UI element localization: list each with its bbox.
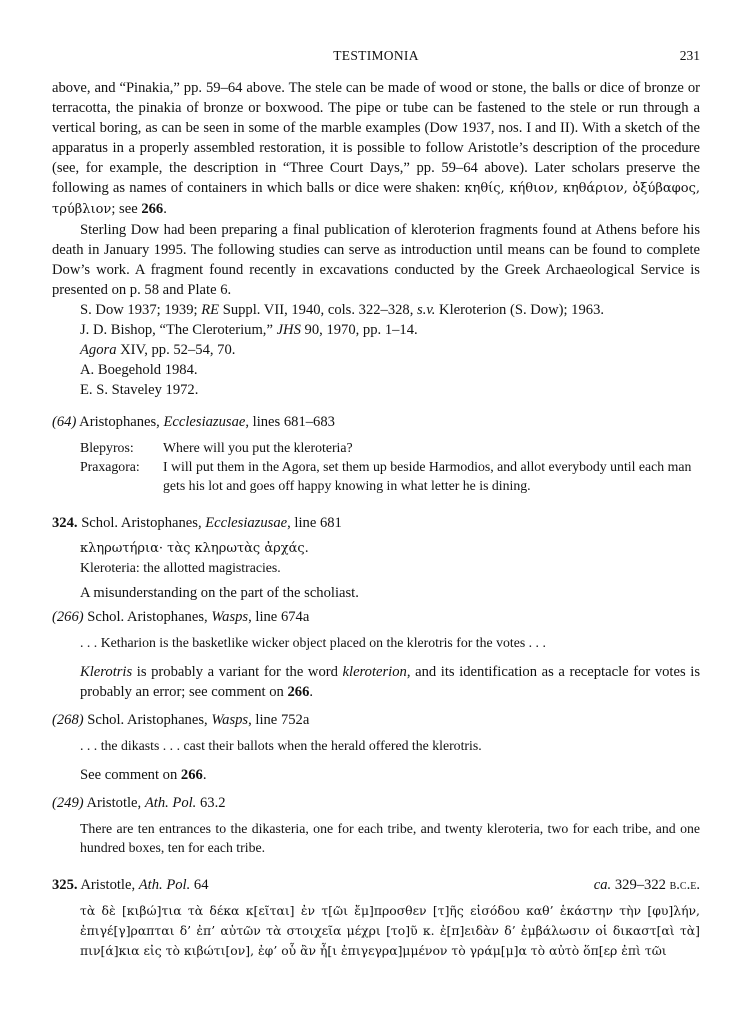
translation: There are ten entrances to the dikasteria, one for each tribe, and twenty kleroteria, two for each tribe, and one hundred boxes, ten for each tribe.	[80, 821, 700, 855]
bibliography-entry: A. Boegehold 1984.	[80, 362, 198, 378]
cross-reference: 266	[141, 201, 164, 217]
testimonium-324-heading: 324. Schol. Aristophanes, Ecclesiazusae, line 681	[52, 515, 342, 531]
page-number: 231	[679, 48, 700, 63]
greek-container-names: κηθίς, κήθιον, κηθάριον, ὀξύβαφος, τρύβλιον	[52, 181, 700, 217]
testimonium-325-heading: 325. Aristotle, Ath. Pol. 64 ca. 329–322 b.c.e.	[52, 877, 700, 893]
greek-text: κληρωτήρια· τὰς κληρωτὰς ἀρχάς.	[80, 541, 309, 556]
testimonium-266-heading: (266) Schol. Aristophanes, Wasps, line 674a	[52, 609, 310, 625]
speaker-name: Blepyros:	[80, 440, 134, 455]
translation: Kleroteria: the allotted magistracies.	[80, 560, 281, 575]
quotation: . . . Ketharion is the basketlike wicker object placed on the klerotris for the votes . . .	[80, 635, 546, 650]
dialogue	[52, 438, 700, 495]
running-header	[52, 46, 700, 66]
bibliography-entry: Agora XIV, pp. 52–54, 70.	[80, 342, 236, 358]
commentary: See comment on 266.	[80, 767, 207, 783]
quotation: . . . the dikasts . . . cast their ballots when the herald offered the klerotris.	[80, 738, 482, 753]
running-title: TESTIMONIA	[333, 48, 419, 63]
intro-paragraph-2: Sterling Dow had been preparing a final publication of kleroterion fragments found at Athens before his death in January 1995. The following studies can serve as introduction until means can be found to complete Dow’s work. A fragment found recently in excavations conducted by the Greek Archaeological Service is presented on p. 58 and Plate 6.	[52, 222, 700, 298]
speaker-line: I will put them in the Agora, set them up beside Harmodios, and allot everybody until each man gets his lot and goes off happy knowing in what letter he is dining.	[163, 459, 692, 493]
page-body	[52, 78, 700, 961]
speaker-line: Where will you put the kleroteria?	[163, 440, 353, 455]
intro-paragraph-1: above, and “Pinakia,” pp. 59–64 above. The stele can be made of wood or stone, the balls or dice of bronze or terracotta, the pinakia of bronze or boxwood. The pipe or tube can be fastened to the stele or run through a vertical boring, as can be seen in some of the marble examples (Dow 1937, nos. I and II). With a sketch of the apparatus in a properly assembled restoration, it is possible to follow Aristotle’s description of the procedure (see, for example, the description in “Three Court Days,” pp. 59–64 above). Later scholars preserve the following as names of containers in which balls or dice were shaken: κηθίς, κήθιον, κηθάριον, ὀξύβαφος, τρύβλιον; see 266.	[52, 80, 700, 217]
testimonium-64-heading: (64) Aristophanes, Ecclesiazusae, lines 681–683	[52, 414, 335, 430]
commentary: A misunderstanding on the part of the scholiast.	[80, 585, 359, 601]
testimonium-268-heading: (268) Schol. Aristophanes, Wasps, line 752a	[52, 712, 310, 728]
greek-text: τὰ δὲ [κιβώ]τια τὰ δέκα κ[εῖται] ἐν τ[ῶι ἔμ]προσθεν [τ]ῆς εἰσόδου καθ’ ἑκάστην τὴν [φυ]λήν, ἐπιγέ[γ]ραπται δ’ ἐπ’ αὐτῶν τὰ στοιχεῖα μέχρι [το]ῦ κ. ἐ[π]ειδὰν δ’ ἐμβάλωσιν οἱ δικαστ[αὶ τὰ] πιν[ά]κια εἰς τὸ κιβώτι[ον], ἐφ’ οὗ ἂν ἦ[ι ἐπιγεγρα]μμένον τὸ γράμ[μ]α τὸ αὐτὸ ὅπ[ερ ἐπὶ τῶι	[80, 903, 700, 958]
testimonium-324-text	[52, 539, 700, 577]
bibliography-entry: E. S. Staveley 1972.	[80, 382, 199, 398]
speaker-name: Praxagora:	[80, 459, 140, 474]
commentary: Klerotris is probably a variant for the word kleroterion, and its identification as a receptacle for votes is probably an error; see comment on 266.	[80, 664, 700, 700]
bibliography	[52, 300, 700, 400]
testimonium-249-heading: (249) Aristotle, Ath. Pol. 63.2	[52, 795, 226, 811]
bibliography-entry: J. D. Bishop, “The Cleroterium,” JHS 90, 1970, pp. 1–14.	[80, 322, 418, 338]
date-range: ca. 329–322 b.c.e.	[593, 877, 700, 893]
bibliography-entry: S. Dow 1937; 1939; RE Suppl. VII, 1940, cols. 322–328, s.v. Kleroterion (S. Dow); 1963.	[80, 302, 605, 318]
